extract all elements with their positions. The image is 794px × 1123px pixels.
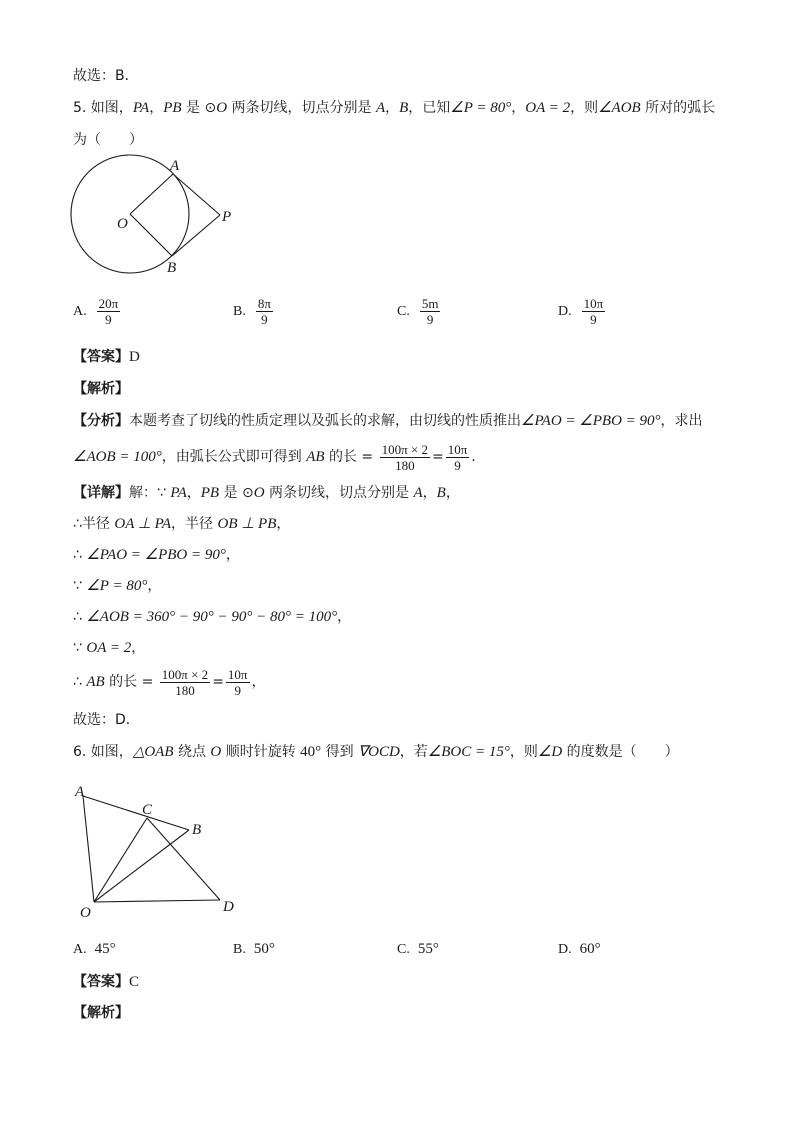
q6-option-c[interactable]: [397, 941, 439, 958]
analysis-tag: 【解析】: [73, 1005, 129, 1021]
text: ，: [147, 578, 162, 594]
option-label: C.: [397, 303, 410, 319]
text: 故选：B．: [73, 68, 139, 84]
denominator: 9: [454, 457, 461, 473]
segment-ob: [94, 830, 189, 902]
segment-od: [94, 900, 220, 902]
math: B: [436, 485, 446, 501]
option-value: 55°: [417, 941, 439, 957]
text: =: [212, 674, 224, 690]
label-p: P: [222, 209, 232, 225]
label-a: A: [75, 784, 85, 800]
analysis-tag-6: [73, 1003, 129, 1023]
q5-option-d[interactable]: [558, 296, 607, 327]
text: ．: [471, 449, 486, 465]
text: ∵: [73, 640, 87, 656]
xiangjie-tag: 【详解】: [73, 485, 129, 501]
fraction: [380, 442, 430, 473]
text: ，: [276, 516, 291, 532]
text: ∵: [73, 578, 87, 594]
fraction: [226, 667, 250, 698]
math: B: [399, 100, 409, 116]
answer-value: D: [129, 349, 140, 365]
text: 故选：D．: [73, 712, 140, 728]
option-label: D.: [558, 303, 572, 319]
segment-oa: [130, 174, 173, 214]
math: ∇OCD: [358, 744, 400, 760]
math: A: [413, 485, 423, 501]
figure-circle-tangents: [60, 150, 260, 280]
denominator: 9: [105, 312, 112, 327]
option-label: D.: [558, 941, 572, 957]
fraction: [420, 296, 441, 327]
text: ，若: [399, 744, 428, 760]
option-label: B.: [233, 941, 246, 957]
label-b: B: [167, 260, 177, 276]
segment-ab: [83, 796, 189, 830]
answer-5: [73, 347, 140, 367]
analysis-line-1: [73, 411, 703, 431]
text: ，则: [570, 100, 599, 116]
text: 两条切线，切点分别是: [264, 485, 414, 501]
math: OB ⊥ PB: [217, 516, 277, 532]
option-label: A.: [73, 941, 87, 957]
text: ，半径: [171, 516, 218, 532]
numerator: 100π × 2: [161, 666, 209, 682]
math: PA: [170, 485, 187, 501]
text: 本题考查了切线的性质定理以及弧长的求解，由切线的性质推出: [129, 413, 521, 429]
denominator: 9: [590, 312, 597, 327]
math: PA: [132, 100, 150, 116]
numerator: 8π: [257, 296, 271, 311]
fenxi-tag: 【分析】: [73, 413, 129, 429]
option-label: C.: [397, 941, 410, 957]
numerator: 20π: [98, 296, 119, 311]
solution-line-3: [73, 545, 240, 565]
text: ，: [225, 547, 240, 563]
option-value: 50°: [253, 941, 275, 957]
answer-value: C: [129, 974, 140, 990]
answer-tag: 【答案】: [73, 349, 129, 365]
text: 是 ⊙: [181, 100, 217, 116]
option-value: 60°: [579, 941, 601, 957]
text: 是 ⊙: [219, 485, 254, 501]
segment-oa: [83, 796, 94, 902]
denominator: 9: [426, 312, 434, 327]
text: ，: [385, 100, 400, 116]
question-5-stem-cont: [73, 130, 143, 150]
figure-rotated-triangles: [65, 778, 255, 923]
text: ∴: [73, 547, 87, 563]
math: OA = 2: [525, 100, 571, 116]
math: ∠BOC = 15°: [427, 744, 510, 760]
q5-option-a[interactable]: [73, 296, 122, 327]
text: ，: [445, 485, 460, 501]
text: ，: [337, 609, 352, 625]
segment-pb: [172, 215, 220, 256]
numerator: 10π: [227, 666, 248, 682]
arc-ab: AB: [86, 674, 105, 690]
solution-line-1: [73, 483, 460, 503]
math: ∠AOB = 100°: [73, 449, 162, 465]
math: A: [375, 100, 386, 116]
math: OA ⊥ PA: [114, 516, 172, 532]
text: ，: [131, 640, 146, 656]
math: ∠P = 80°: [450, 100, 512, 116]
solution-line-4: [73, 576, 161, 596]
label-b: B: [192, 822, 202, 838]
label-c: C: [142, 802, 153, 818]
text: 为（ ）: [73, 132, 143, 148]
math: 40°: [300, 744, 322, 760]
math: O: [253, 485, 265, 501]
solution-line-7: [73, 665, 266, 699]
text: 绕点: [173, 744, 211, 760]
text: ，: [511, 100, 526, 116]
q5-option-b[interactable]: [233, 296, 275, 327]
math: ∠AOB = 360° − 90° − 90° − 80° = 100°: [86, 609, 338, 625]
solution-line-6: [73, 638, 145, 658]
analysis-line-2: [73, 440, 485, 474]
solution-line-5: [73, 607, 351, 627]
math: O: [210, 744, 222, 760]
fraction: [446, 442, 470, 473]
answer-tag: 【答案】: [73, 974, 129, 990]
text: 得到: [321, 744, 359, 760]
text: ，由弧长公式即可得到: [161, 449, 307, 465]
math: ∠AOB: [598, 100, 641, 116]
arc-ab: AB: [306, 449, 325, 465]
fraction: [256, 296, 273, 327]
math: OA = 2: [86, 640, 132, 656]
solution-end-5: [73, 710, 140, 730]
q6-option-d[interactable]: [558, 941, 601, 958]
q6-option-b[interactable]: [233, 941, 275, 958]
denominator: 180: [175, 682, 195, 698]
prev-answer-line: [73, 66, 139, 86]
segment-pa: [173, 174, 220, 215]
text: ，: [422, 485, 437, 501]
text: =: [432, 449, 444, 465]
text: 两条切线，切点分别是: [227, 100, 376, 116]
math: ∠P = 80°: [86, 578, 148, 594]
denominator: 9: [261, 312, 268, 327]
numerator: 10π: [447, 441, 468, 457]
text: 顺时针旋转: [221, 744, 301, 760]
text: ，则: [509, 744, 538, 760]
analysis-tag-5: [73, 379, 129, 399]
numerator: 100π × 2: [381, 441, 429, 457]
text: ，: [251, 674, 266, 690]
segment-oc: [94, 818, 147, 902]
question-5-stem: [73, 98, 715, 118]
label-a: A: [170, 158, 180, 174]
text: ，: [186, 485, 201, 501]
label-o: O: [80, 905, 91, 921]
text: ，求出: [660, 413, 703, 429]
analysis-tag: 【解析】: [73, 381, 129, 397]
text: ∴: [73, 609, 87, 625]
denominator: 9: [234, 682, 241, 698]
math: PB: [200, 485, 220, 501]
denominator: 180: [395, 457, 415, 473]
fraction: [582, 296, 606, 327]
text: 5. 如图，: [73, 100, 133, 116]
text: ∴半径: [73, 516, 115, 532]
segment-cd: [147, 818, 220, 900]
math: PB: [163, 100, 182, 116]
solution-line-2: [73, 514, 290, 534]
math: O: [216, 100, 228, 116]
text: 6. 如图，: [73, 744, 133, 760]
label-d: D: [223, 899, 234, 915]
text: 的长 =: [104, 674, 154, 690]
math: ∠PAO = ∠PBO = 90°: [521, 413, 661, 429]
math: ∠PAO = ∠PBO = 90°: [86, 547, 226, 563]
segment-ob: [130, 214, 172, 256]
option-label: B.: [233, 303, 246, 319]
option-label: A.: [73, 303, 87, 319]
text: ，已知: [408, 100, 451, 116]
answer-6: [73, 972, 139, 992]
option-value: 45°: [94, 941, 116, 957]
fraction: [97, 296, 121, 327]
math: ∠D: [537, 744, 563, 760]
numerator: 5m: [421, 296, 439, 311]
label-o: O: [117, 216, 128, 232]
q6-option-a[interactable]: [73, 941, 116, 958]
text: 的长 =: [324, 449, 374, 465]
text: ∴: [73, 674, 87, 690]
math: △OAB: [132, 744, 174, 760]
q5-option-c[interactable]: [397, 296, 442, 327]
text: ，: [149, 100, 164, 116]
question-6-stem: [73, 742, 679, 762]
numerator: 10π: [583, 296, 604, 311]
text: 所对的弧长: [640, 100, 716, 116]
text: 解：∵: [129, 485, 171, 501]
text: 的度数是（ ）: [562, 744, 679, 760]
fraction: [160, 667, 210, 698]
